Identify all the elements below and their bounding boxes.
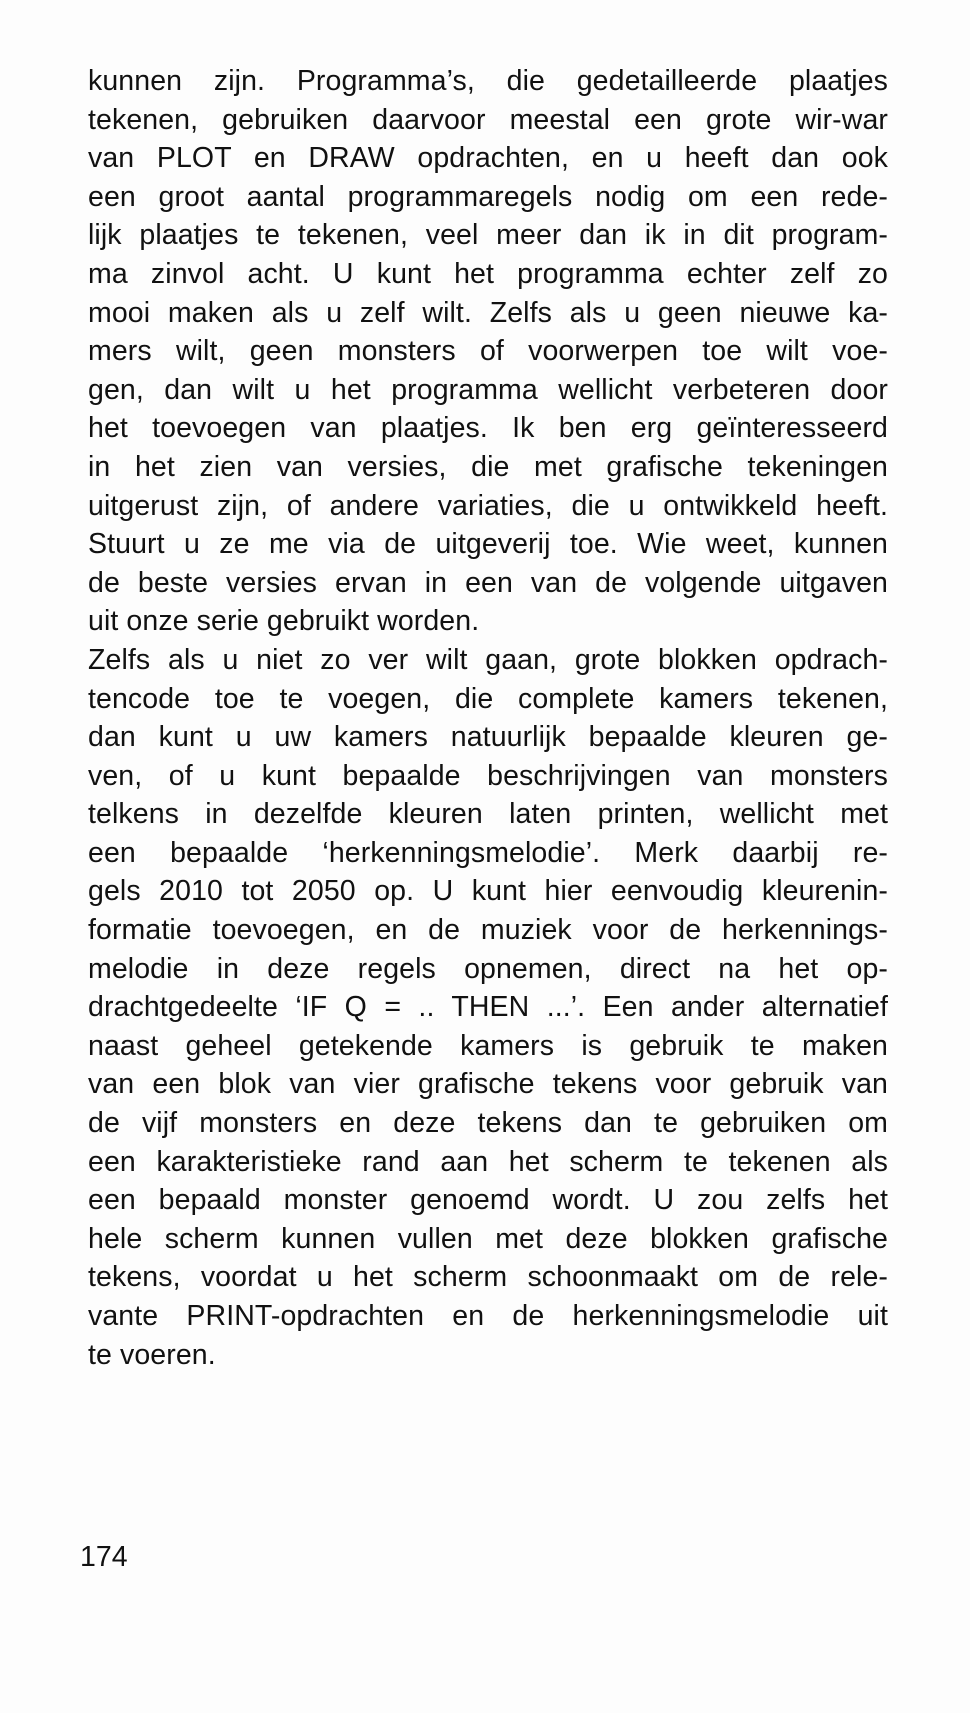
text-line: naast geheel getekende kamers is gebruik te maken xyxy=(88,1029,888,1062)
text-line: een bepaald monster genoemd wordt. U zou zelfs het xyxy=(88,1184,888,1217)
text-line: het toevoegen van plaatjes. Ik ben erg geïnteresseerd xyxy=(88,412,888,445)
text-line: tekens, voordat u het scherm schoonmaakt om de rele- xyxy=(88,1261,888,1294)
text-line: in het zien van versies, die met grafische tekeningen xyxy=(88,450,888,483)
text-line: telkens in dezelfde kleuren laten printen, wellicht met xyxy=(88,798,888,831)
text-line: Stuurt u ze me via de uitgeverij toe. Wie weet, kunnen xyxy=(88,528,888,561)
text-line: gels 2010 tot 2050 op. U kunt hier eenvoudig kleurenin- xyxy=(88,875,888,908)
text-line: mers wilt, geen monsters of voorwerpen toe wilt voe- xyxy=(88,335,888,368)
text-line: Zelfs als u niet zo ver wilt gaan, grote blokken opdrach- xyxy=(88,643,888,676)
text-line: een karakteristieke rand aan het scherm te tekenen als xyxy=(88,1145,888,1178)
text-line: drachtgedeelte ‘IF Q = .. THEN ...’. Een ander alternatief xyxy=(88,991,888,1024)
text-line: formatie toevoegen, en de muziek voor de herkennings- xyxy=(88,914,888,947)
text-line: van PLOT en DRAW opdrachten, en u heeft dan ook xyxy=(88,142,888,175)
text-line: tekenen, gebruiken daarvoor meestal een grote wir-war xyxy=(88,103,888,136)
text-line: een bepaalde ‘herkenningsmelodie’. Merk daarbij re- xyxy=(88,836,888,869)
text-line: te voeren. xyxy=(88,1338,216,1371)
text-line: vante PRINT-opdrachten en de herkenningsmelodie uit xyxy=(88,1300,888,1332)
text-line: ma zinvol acht. U kunt het programma echter zelf zo xyxy=(88,257,888,290)
text-line: ven, of u kunt bepaalde beschrijvingen van monsters xyxy=(88,759,888,792)
text-line: lijk plaatjes te tekenen, veel meer dan ik in dit program- xyxy=(88,219,888,252)
text-line: de vijf monsters en deze tekens dan te gebruiken om xyxy=(88,1107,888,1140)
text-line: een groot aantal programmaregels nodig om een rede- xyxy=(88,180,888,213)
paragraph-1 xyxy=(88,62,888,641)
text-line: kunnen zijn. Programma’s, die gedetailleerde plaatjes xyxy=(88,65,888,97)
text-line: de beste versies ervan in een van de volgende uitgaven xyxy=(88,566,888,599)
text-line: hele scherm kunnen vullen met deze blokken grafische xyxy=(88,1222,888,1255)
text-line: melodie in deze regels opnemen, direct na het op- xyxy=(88,952,888,985)
text-line: gen, dan wilt u het programma wellicht verbeteren door xyxy=(88,373,888,406)
text-line: van een blok van vier grafische tekens voor gebruik van xyxy=(88,1068,888,1101)
text-line: tencode toe te voegen, die complete kamers tekenen, xyxy=(88,682,888,715)
text-line: mooi maken als u zelf wilt. Zelfs als u geen nieuwe ka- xyxy=(88,296,888,329)
text-line: dan kunt u uw kamers natuurlijk bepaalde kleuren ge- xyxy=(88,721,888,754)
paragraph-2 xyxy=(88,641,888,1374)
page-number: 174 xyxy=(80,1541,128,1573)
text-line: uitgerust zijn, of andere variaties, die u ontwikkeld heeft. xyxy=(88,489,888,522)
body-text xyxy=(88,62,888,1374)
text-line: uit onze serie gebruikt worden. xyxy=(88,605,480,638)
